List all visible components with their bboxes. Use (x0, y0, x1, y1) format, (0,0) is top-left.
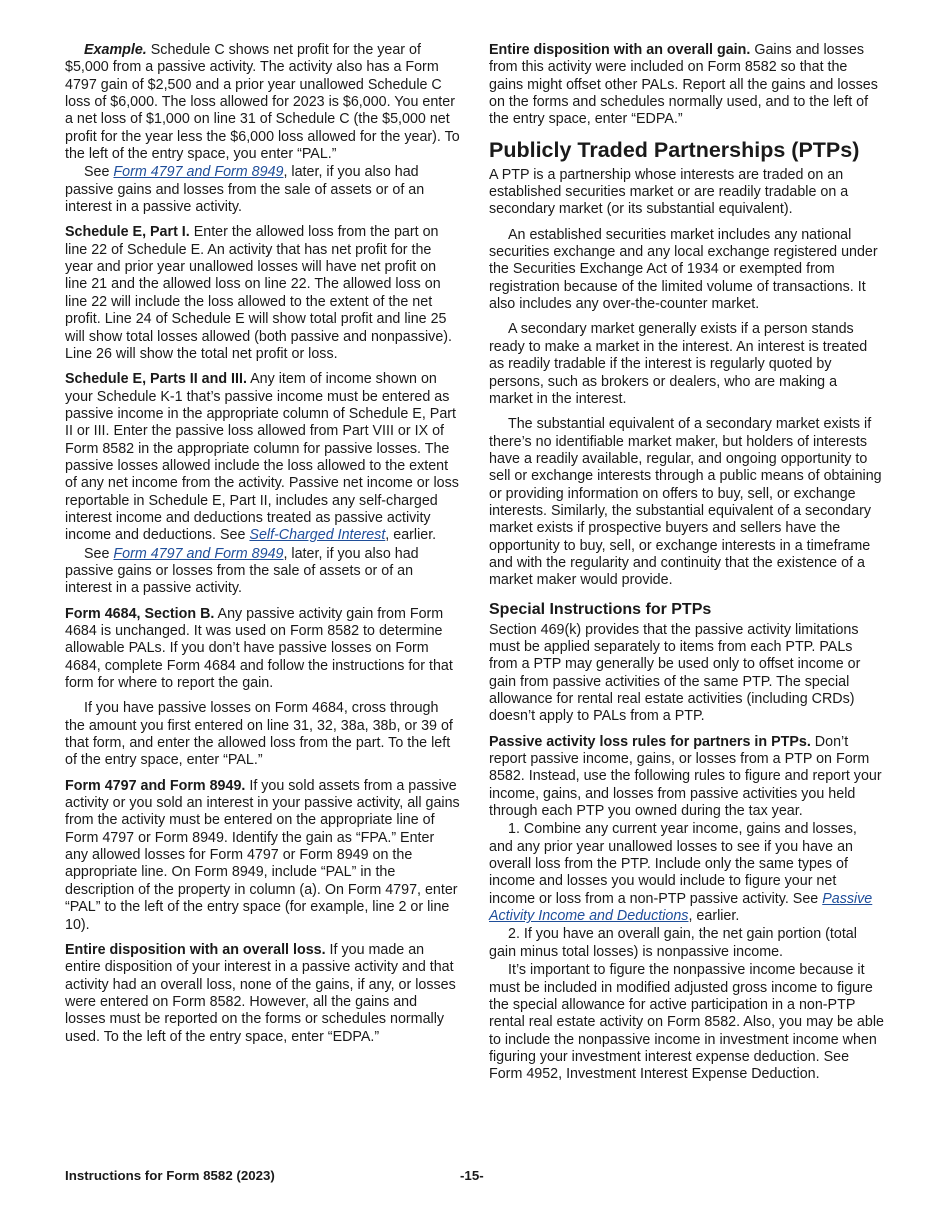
disposition-loss-paragraph (65, 942, 460, 1046)
example-lead: Example. (84, 42, 147, 58)
schedule-e-parts-2-3-text: Any item of income shown on your Schedule K-1 that’s passive income must be entered as passive income in the appropriate column of Schedule E, Part II or III. Enter the passive loss allowed from Part VIII or IX of Form 8582 in the appropriate column for passive losses. The passive losses allowed include the loss allowed to the extent of any net income from the activity. Passive net income or loss reportable in Schedule E, Part II, includes any self-charged interest income and deductions treated as passive activity income and deductions. See (65, 371, 459, 544)
form-4684-text: Any passive activity gain from Form 4684 is unchanged. It was used on Form 8582 to determine allowable PALs. If you don’t have passive losses on Form 4684, complete Form 4684 and follow the instructions for that form for where to report the gain. (65, 605, 453, 692)
schedule-e-part-1-lead: Schedule E, Part I. (65, 224, 190, 241)
ptp-rules-text: Don’t report passive income, gains, or losses from a PTP on Form 8582. Instead, use the following rules to figure and report your income, gains, and losses from passive activities you held through each PTP you owned during the tax year. (489, 733, 882, 820)
right-column (489, 42, 884, 1092)
form-4797-8949-lead: Form 4797 and Form 8949. (65, 777, 246, 794)
substantial-equivalent-paragraph: The substantial equivalent of a secondary market exists if there’s no identifiable market maker, but holders of interests have a readily available, regular, and ongoing opportunity to sell or exchange interests through a public means of obtaining or providing information on offers to buy, sell, or exchange interests. Similarly, the substantial equivalent of a secondary market exists if prospective buyers and sellers have the opportunity to buy, sell, or exchange interests in a timeframe and with the regularity and continuity that the existence of a market maker would provide. (489, 416, 882, 589)
form-4684-lead: Form 4684, Section B. (65, 605, 215, 622)
passive-activity-income-link[interactable]: Passive Activity Income and Deductions (489, 890, 873, 925)
example-paragraph (65, 42, 460, 163)
schedule-e-parts-2-3-post: , earlier. (385, 527, 437, 544)
disposition-gain-lead: Entire disposition with an overall gain. (489, 42, 751, 58)
schedule-e-parts-2-3-lead: Schedule E, Parts II and III. (65, 371, 247, 388)
schedule-e-parts-2-3-paragraph (65, 371, 460, 544)
see-text-post-2: , later, if you also had passive gains or losses from the sale of assets or of an interest in a passive activity. (65, 545, 419, 597)
see-form-4797-paragraph (65, 164, 460, 216)
disposition-gain-paragraph (489, 42, 884, 129)
see-form-4797-paragraph-2 (65, 546, 460, 598)
rule-item-1 (489, 821, 884, 925)
disposition-loss-lead: Entire disposition with an overall loss. (65, 941, 326, 958)
see-text: See (84, 164, 114, 181)
schedule-e-part-1-paragraph (65, 224, 460, 363)
form-4684-passive-losses-paragraph: If you have passive losses on Form 4684, cross through the amount you first entered on line 31, 32, 38a, 38b, or 39 of that form, and enter the allowed loss from the part. To the left of the entry space, enter “PAL.” (65, 700, 453, 769)
ptp-rules-paragraph (489, 734, 884, 821)
example-text: Schedule C shows net profit for the year of $5,000 from a passive activity. The activity also has a Form 4797 gain of $2,500 and a prior year unallowed Schedule C loss of $6,000. The loss allowed for 2023 is $6,000. You enter a net loss of $1,000 on line 31 of Schedule C (the $5,000 net profit for the year less the $6,000 loss allowed for the year). To the left of the entry space, you enter “PAL.” (65, 42, 460, 163)
self-charged-interest-link[interactable]: Self-Charged Interest (249, 527, 386, 544)
page-number: -15- (460, 1168, 484, 1183)
form-4797-8949-link-2[interactable]: Form 4797 and Form 8949 (113, 545, 284, 562)
section-469k-paragraph: Section 469(k) provides that the passive activity limitations must be applied separately to items from each PTP. PALs from a PTP may generally be used only to offset income or gain from passive activities of the same PTP. The special allowance for rental real estate activities (including CRDs) doesn’t apply to PALs from a PTP. (489, 621, 861, 725)
rule-item-1-post: , earlier. (688, 908, 740, 925)
footer-title: Instructions for Form 8582 (2023) (65, 1168, 275, 1183)
ptp-rules-lead: Passive activity loss rules for partners in PTPs. (489, 733, 811, 750)
see-text-post: , later, if you also had passive gains and losses from the sale of assets or of an interest in a passive activity. (65, 164, 425, 216)
disposition-gain-text: Gains and losses from this activity were included on Form 8582 so that the gains might offset other PALs. Report all the gains and losses on the forms and schedules normally used, and to the left of the entry space, enter “EDPA.” (489, 42, 878, 128)
special-instructions-heading: Special Instructions for PTPs (489, 600, 712, 618)
left-column (65, 42, 460, 1054)
ptp-heading: Publicly Traded Partnerships (PTPs) (489, 137, 860, 162)
form-4797-8949-paragraph (65, 778, 460, 934)
form-4797-8949-text: If you sold assets from a passive activity or you sold an interest in your passive activity, all gains from the activity must be entered on the appropriate line of Form 4797 or Form 8949. Identify the gain as “FPA.” Enter any allowed losses for Form 4797 or Form 8949 on the appropriate line. On Form 8949, include “PAL” in the description of the property in column (a). On Form 4797, enter “PAL” to the left of the entry space (for example, line 2 or line 10). (65, 777, 460, 933)
rule-item-2: 2. If you have an overall gain, the net gain portion (total gain minus total losses) is nonpassive income. (489, 926, 857, 960)
rule-item-1-text: 1. Combine any current year income, gains and losses, and any prior year unallowed losses to see if you have an overall loss from the PTP. Include only the same types of income and losses you would include to figure your net income or loss from a non-PTP passive activity. See (489, 821, 857, 907)
form-4684-paragraph (65, 606, 460, 693)
established-market-paragraph: An established securities market includes any national securities exchange and any local exchange registered under the Securities Exchange Act of 1934 or exempted from registration because of the limited volume of transactions. It also includes any over-the-counter market. (489, 226, 878, 313)
ptp-definition-paragraph: A PTP is a partnership whose interests are traded on an established securities market or are readily tradable on a secondary market (or its substantial equivalent). (489, 166, 849, 218)
see-text-2: See (84, 545, 114, 562)
schedule-e-part-1-text: Enter the allowed loss from the part on line 22 of Schedule E. An activity that has net profit for the year and prior year unallowed losses will have net profit on line 21 and the allowed loss on line 22. The allowed loss on line 22 will include the loss allowed to the extent of the net profit. Line 24 of Schedule E will show total profit and line 25 will show total losses allowed (both passive and nonpassive). Line 26 will show the total net profit or loss. (65, 224, 453, 362)
nonpassive-income-paragraph: It’s important to figure the nonpassive income because it must be included in modified adjusted gross income to figure the special allowance for active participation in a non-PTP rental real estate activity on Form 8582. Also, you may be able to include the nonpassive income in investment income when figuring your investment interest expense deduction. See Form 4952, Investment Interest Expense Deduction. (489, 962, 884, 1083)
disposition-loss-text: If you made an entire disposition of your interest in a passive activity and that activity had an overall loss, none of the gains, if any, or losses were entered on Form 8582. However, all the gains and losses must be reported on the forms or schedules normally used. To the left of the entry space, enter “EDPA.” (65, 941, 456, 1045)
form-4797-8949-link[interactable]: Form 4797 and Form 8949 (113, 164, 284, 181)
secondary-market-paragraph: A secondary market generally exists if a person stands ready to make a market in the interest. An interest is treated as readily tradable if the interest is regularly quoted by persons, such as brokers or dealers, who are making a market in the interest. (489, 321, 868, 407)
